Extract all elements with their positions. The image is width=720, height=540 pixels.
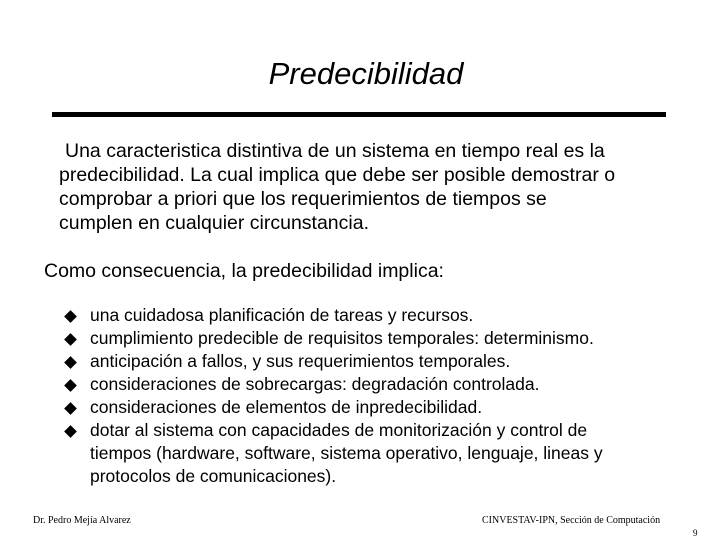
diamond-bullet-icon	[64, 356, 77, 369]
footer-institution: CINVESTAV-IPN, Sección de Computación	[482, 515, 661, 526]
list-item-text: consideraciones de elementos de inpredecibilidad.	[90, 397, 483, 417]
paragraph-line: predecibilidad. La cual implica que debe ser posible demostrar o	[59, 164, 616, 186]
list-item	[66, 373, 706, 396]
list-item-text: protocolos de comunicaciones).	[90, 466, 337, 486]
list-item-text: tiempos (hardware, software, sistema operativo, lenguaje, lineas y	[90, 443, 603, 463]
paragraph-line: cumplen en cualquier circunstancia.	[59, 212, 370, 234]
diamond-bullet-icon	[64, 379, 77, 392]
bullet-list	[66, 304, 706, 488]
list-item-text: dotar al sistema con capacidades de monitorización y control de	[90, 420, 588, 440]
list-item-text: cumplimiento predecible de requisitos temporales: determinismo.	[90, 328, 594, 348]
diamond-bullet-icon	[64, 402, 77, 415]
list-item-text: consideraciones de sobrecargas: degradación controlada.	[90, 374, 540, 394]
list-item	[66, 396, 706, 419]
page-number: 9	[693, 528, 698, 538]
lead-text: Como consecuencia, la predecibilidad implica:	[44, 260, 444, 282]
list-item-text: una cuidadosa planificación de tareas y recursos.	[90, 305, 474, 325]
intro-paragraph	[59, 139, 699, 235]
title-underline	[52, 112, 666, 117]
list-item	[66, 304, 706, 327]
list-item-text: anticipación a fallos, y sus requerimientos temporales.	[90, 351, 511, 371]
diamond-bullet-icon	[64, 425, 77, 438]
diamond-bullet-icon	[64, 310, 77, 323]
list-item	[66, 327, 706, 350]
footer-author: Dr. Pedro Mejía Alvarez	[33, 515, 131, 526]
list-item	[66, 350, 706, 373]
paragraph-line: comprobar a priori que los requerimientos de tiempos se	[59, 188, 547, 210]
list-item	[66, 419, 706, 488]
diamond-bullet-icon	[64, 333, 77, 346]
paragraph-line: Una caracteristica distintiva de un sistema en tiempo real es la	[65, 140, 605, 162]
slide-title: Predecibilidad	[268, 56, 464, 91]
